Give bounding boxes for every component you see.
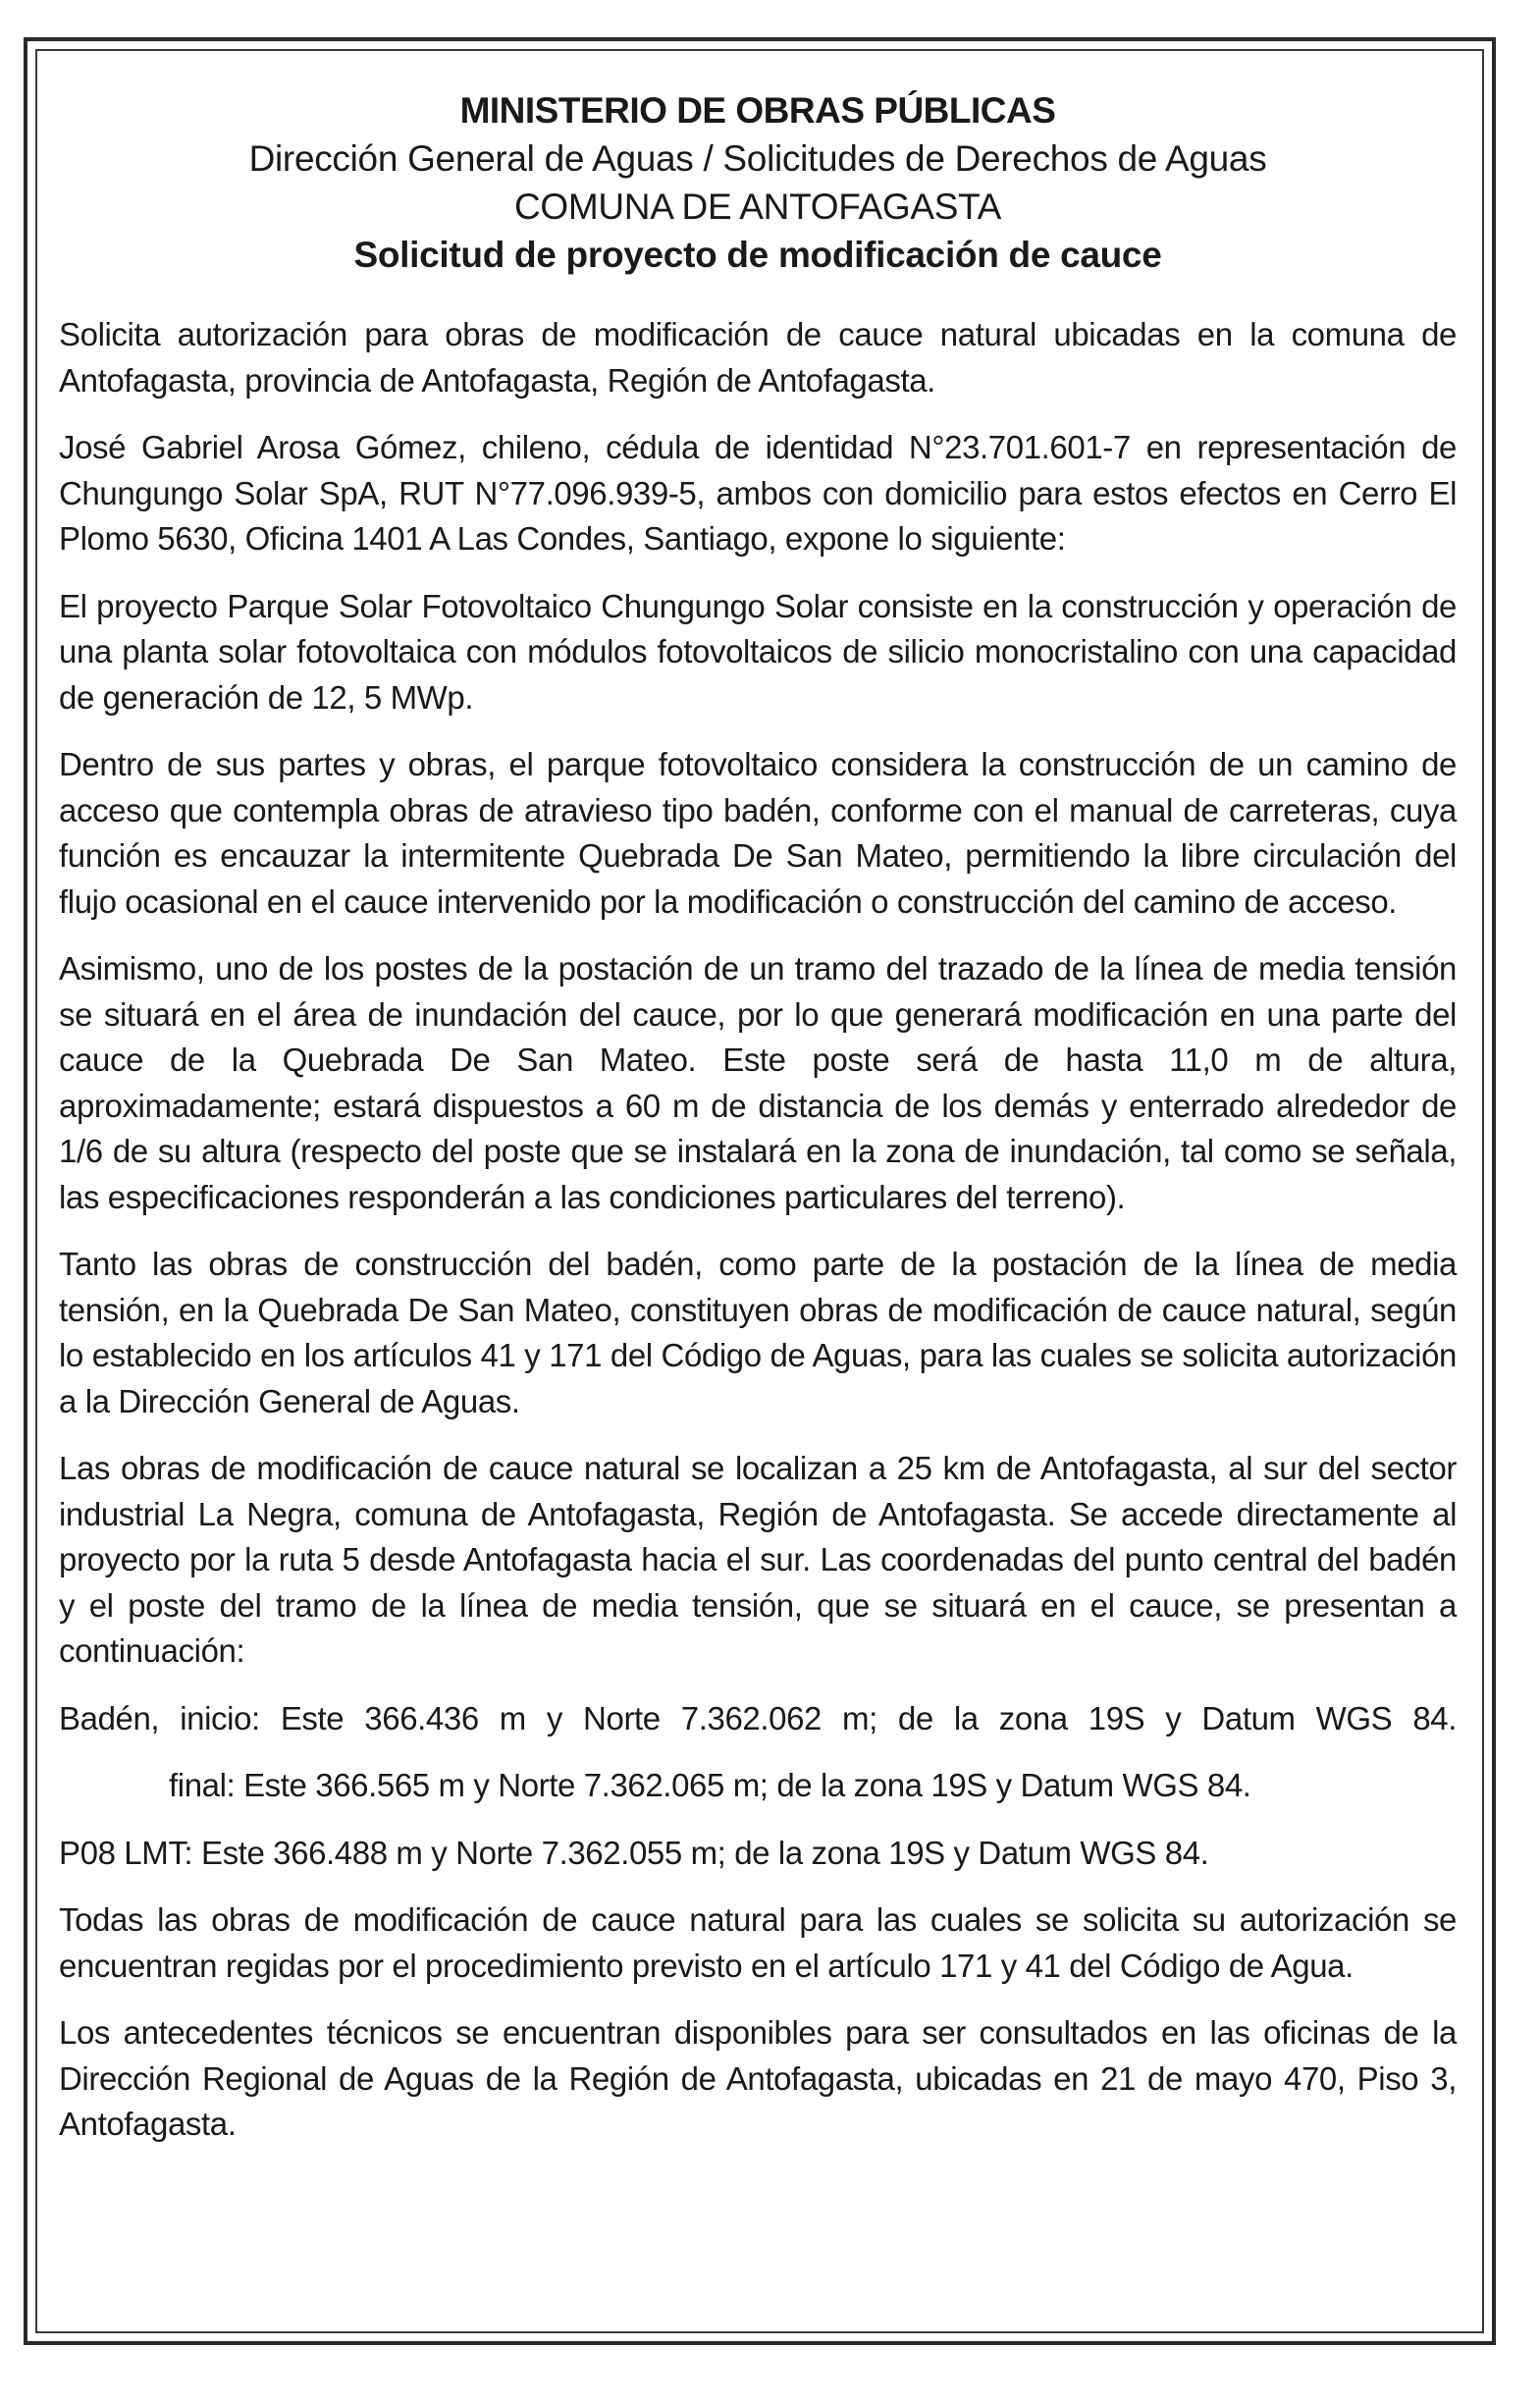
paragraph-records: Los antecedentes técnicos se encuentran disponibles para ser consultados en las oficinas de la Dirección Regional de Aguas de la Región de Antofagasta, ubicadas en 21 de mayo 470, Piso 3, Antofagasta. [59,2014,1457,2142]
paragraph-project: El proyecto Parque Solar Fotovoltaico Chungungo Solar consiste en la construcción y operación de una planta solar fotovoltaica con módulos fotovoltaicos de silicio monocristalino con una capacidad de generación de 12, 5 MWp. [59,587,1457,716]
paragraph-works: Dentro de sus partes y obras, el parque fotovoltaico considera la construcción de un camino de acceso que contempla obras de atravieso tipo badén, conforme con el manual de carreteras, cuya función es encauzar la intermitente Quebrada De San Mateo, permitiendo la libre circulación del flujo ocasional en el cauce intervenido por la modificación o construcción del camino de acceso. [59,746,1457,920]
ministry-title: MINISTERIO DE OBRAS PÚBLICAS [459,90,1056,131]
coordinate-baden-end: final: Este 366.565 m y Norte 7.362.065 m; de la zona 19S y Datum WGS 84. [169,1767,1251,1803]
directorate-line: Dirección General de Aguas / Solicitudes de Derechos de Aguas [248,138,1267,179]
paragraph-applicant: José Gabriel Arosa Gómez, chileno, cédula de identidad N°23.701.601-7 en representación de Chungungo Solar SpA, RUT N°77.096.939-5, ambos con domicilio para estos efectos en Cerro El Plomo 5630, Oficina 1401 A Las Condes, Santiago, expone lo siguiente: [59,429,1457,557]
paragraph-procedure: Todas las obras de modificación de cauce natural para las cuales se solicita su autorización se encuentran regidas por el procedimiento previsto en el artículo 171 y 41 del Código de Agua. [59,1901,1457,1984]
paragraph-legal-basis: Tanto las obras de construcción del badén, como parte de la postación de la línea de media tensión, en la Quebrada De San Mateo, constituyen obras de modificación de cauce natural, según lo establecido en los artículos 41 y 171 del Código de Aguas, para las cuales se solicita autorización a la Dirección General de Aguas. [59,1246,1457,1419]
coordinate-p08-lmt: P08 LMT: Este 366.488 m y Norte 7.362.055 m; de la zona 19S y Datum WGS 84. [59,1834,1209,1871]
paragraph-request: Solicita autorización para obras de modificación de cauce natural ubicadas en la comuna de Antofagasta, provincia de Antofagasta, Región de Antofagasta. [59,316,1457,399]
notice-header [59,86,1457,279]
paragraph-pole: Asimismo, uno de los postes de la postación de un tramo del trazado de la línea de media tensión se situará en el área de inundación del cauce, por lo que generará modificación en una parte del cauce de la Quebrada De San Mateo. Este poste será de hasta 11,0 m de altura, aproximadamente; estará dispuestos a 60 m de distancia de los demás y enterrado alrededor de 1/6 de su altura (respecto del poste que se instalará en la zona de inundación, tal como se señala, las especificaciones responderán a las condiciones particulares del terreno). [59,950,1457,1215]
commune-line: COMUNA DE ANTOFAGASTA [513,187,1002,227]
subject-title: Solicitud de proyecto de modificación de cauce [353,235,1162,275]
paragraph-location: Las obras de modificación de cauce natural se localizan a 25 km de Antofagasta, al sur del sector industrial La Negra, comuna de Antofagasta, Región de Antofagasta. Se accede directamente al proyecto por la ruta 5 desde Antofagasta hacia el sur. Las coordenadas del punto central del badén y el poste del tramo de la línea de media tensión, que se situará en el cauce, se presentan a continuación: [59,1450,1457,1669]
notice-content [59,86,1457,2169]
coordinate-baden-start: Badén, inicio: Este 366.436 m y Norte 7.362.062 m; de la zona 19S y Datum WGS 84. [59,1699,1457,1736]
